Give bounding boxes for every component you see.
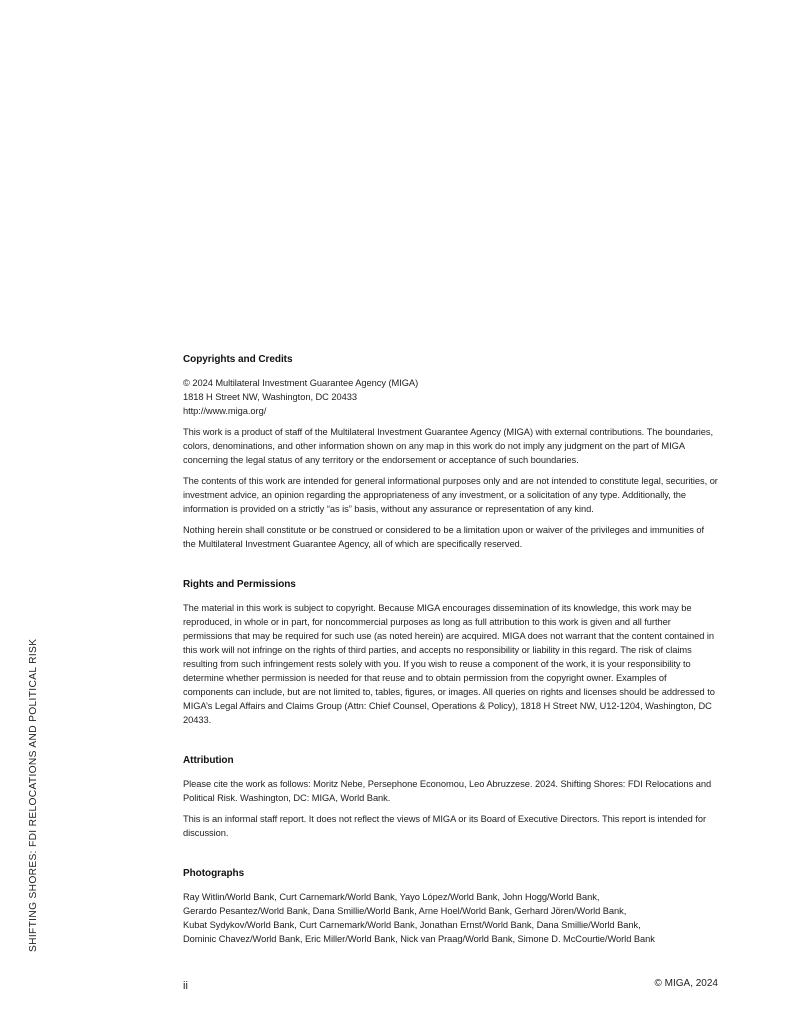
copyright-page-content — [183, 353, 719, 973]
rights-paragraph: The material in this work is subject to copyright. Because MIGA encourages dissemination of its knowledge, this work may be reproduced, in whole or in part, for noncommercial purposes as long as full attribution to this work is given and all further permissions that may be required for such use (as noted herein) are acquired. MIGA does not warrant that the content contained in this work will not infringe on the rights of third parties, and accepts no responsibility or liability in this regard. The risk of claims resulting from such infringement rests solely with you. If you wish to reuse a component of the work, it is your responsibility to determine whether permission is needed for that reuse and to obtain permission from the copyright owner. Examples of components can include, but are not limited to, tables, figures, or images. All queries on rights and licenses should be addressed to MIGA’s Legal Affairs and Claims Group (Attn: Chief Counsel, Operations & Policy), 1818 H Street NW, U12-1204, Washington, DC 20433. — [183, 603, 715, 725]
address-line: © 2024 Multilateral Investment Guarantee Agency (MIGA) — [183, 378, 419, 388]
photographs-heading: Photographs — [183, 868, 245, 879]
attribution-section — [183, 754, 719, 840]
copyrights-paragraph: The contents of this work are intended for general informational purposes only and are not intended to constitute legal, securities, or investment advice, an opinion regarding the appropriateness of any investment, or a solicitation of any type. Additionally, the information is provided on a strictly “as is” basis, without any assurance or representation of any kind. — [183, 476, 718, 514]
rights-section — [183, 578, 719, 727]
page-number: ii — [183, 980, 188, 992]
copyrights-paragraph: Nothing herein shall constitute or be construed or considered to be a limitation upon or waiver of the privileges and immunities of the Multilateral Investment Guarantee Agency, all of which are specifically reserved. — [183, 525, 705, 549]
publisher-address — [183, 376, 719, 418]
attribution-heading: Attribution — [183, 755, 234, 766]
copyrights-section — [183, 353, 719, 551]
copyrights-heading: Copyrights and Credits — [183, 354, 293, 365]
rights-heading: Rights and Permissions — [183, 579, 296, 590]
attribution-paragraph: This is an informal staff report. It does not reflect the views of MIGA or its Board of Executive Directors. This report is intended for discussion. — [183, 814, 707, 838]
side-running-title: SHIFTING SHORES: FDI RELOCATIONS AND POLITICAL RISK — [28, 638, 39, 952]
photo-credit-line: Kubat Sydykov/World Bank, Curt Carnemark/World Bank, Jonathan Ernst/World Bank, Dana Smillie/World Bank, — [183, 920, 641, 930]
footer-copyright: © MIGA, 2024 — [654, 978, 718, 989]
photo-credit-line: Ray Witlin/World Bank, Curt Carnemark/World Bank, Yayo López/World Bank, John Hogg/World Bank, — [183, 892, 600, 902]
photo-credit-line: Dominic Chavez/World Bank, Eric Miller/World Bank, Nick van Praag/World Bank, Simone D. McCourtie/World Bank — [183, 934, 655, 944]
photo-credit-line: Gerardo Pesantez/World Bank, Dana Smillie/World Bank, Arne Hoel/World Bank, Gerhard Jören/World Bank, — [183, 906, 627, 916]
photographs-section — [183, 867, 719, 946]
attribution-paragraph: Please cite the work as follows: Moritz Nebe, Persephone Economou, Leo Abruzzese. 2024. Shifting Shores: FDI Relocations and Political Risk. Washington, DC: MIGA, World Bank. — [183, 779, 712, 803]
address-line: http://www.miga.org/ — [183, 406, 267, 416]
photo-credits — [183, 890, 719, 946]
copyrights-paragraph: This work is a product of staff of the Multilateral Investment Guarantee Agency (MIGA) with external contributions. The boundaries, colors, denominations, and other information shown on any map in this work do not imply any judgment on the part of MIGA concerning the legal status of any territory or the endorsement or acceptance of such boundaries. — [183, 427, 714, 465]
address-line: 1818 H Street NW, Washington, DC 20433 — [183, 392, 357, 402]
